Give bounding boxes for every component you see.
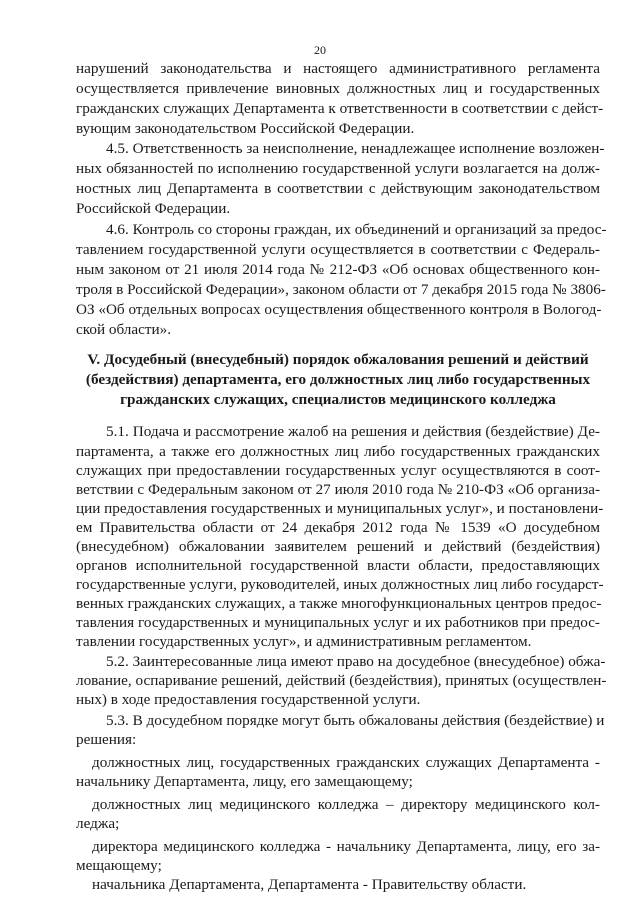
text-line: гражданских служащих Департамента к ответственности в соответствии с дейст- (76, 100, 604, 117)
text-line: решения: (76, 731, 137, 748)
text-line: леджа; (76, 815, 120, 832)
text-line: тавлением государственной услуги осуществляется в соответствии с Федераль- (76, 241, 600, 258)
text-line: Российской Федерации. (76, 200, 231, 217)
text-line: 5.2. Заинтересованные лица имеют право на досудебное (внесудебное) обжа- (106, 653, 606, 670)
heading-line: V. Досудебный (внесудебный) порядок обжалования решений и действий (87, 351, 589, 368)
text-line: осуществляется привлечение виновных должностных лиц и государственных (76, 80, 600, 97)
text-line: 5.1. Подача и рассмотрение жалоб на решения и действия (бездействие) Де- (106, 423, 600, 440)
text-line: начальника Департамента, Департамента - Правительству области. (92, 876, 527, 893)
text-line: венных гражданских служащих, а также многофункциональных центров предос- (76, 595, 602, 612)
text-line: служащих при предоставлении государственных услуг осуществляются в соот- (76, 462, 600, 479)
text-line: троля в Российской Федерации», законом области от 7 декабря 2015 года № 3806- (76, 281, 606, 298)
text-line: тавлении государственных услуг», и административным регламентом. (76, 633, 532, 650)
text-line: должностных лиц, государственных гражданских служащих Департамента - (92, 754, 600, 771)
text-line: ным законом от 21 июля 2014 года № 212-ФЗ «Об основах общественного кон- (76, 261, 600, 278)
text-line: директора медицинского колледжа - начальнику Департамента, лицу, его за- (92, 838, 600, 855)
text-line: государственные услуги, руководителей, иных должностных лиц либо государст- (76, 576, 604, 593)
text-line: 4.6. Контроль со стороны граждан, их объединений и организаций за предос- (106, 221, 607, 238)
text-line: партамента, а также его должностных лиц либо государственных гражданских (76, 443, 600, 460)
text-line: ностных лиц Департамента в соответствии с действующим законодательством (76, 180, 600, 197)
text-line: мещающему; (76, 857, 162, 874)
text-line: ем Правительства области от 24 декабря 2012 года № 1539 «О досудебном (76, 519, 600, 536)
text-line: ции предоставления государственных и муниципальных услуг», и постановлени- (76, 500, 604, 517)
text-line: ветствии с Федеральным законом от 27 июля 2010 года № 210-ФЗ «Об организа- (76, 481, 600, 498)
text-line: ных обязанностей по исполнению государственной услуги возлагается на долж- (76, 160, 600, 177)
text-line: ОЗ «Об отдельных вопросах осуществления общественного контроля в Вологод- (76, 301, 602, 318)
text-line: ных) в ходе предоставления государственной услуги. (76, 691, 421, 708)
text-line: 5.3. В досудебном порядке могут быть обжалованы действия (бездействие) и (106, 712, 605, 729)
text-line: должностных лиц медицинского колледжа – директору медицинского кол- (92, 796, 600, 813)
page-number: 20 (314, 43, 326, 57)
text-line: тавления государственных и муниципальных услуг и их работников при предос- (76, 614, 600, 631)
text-line: ской области». (76, 321, 172, 338)
text-line: органов исполнительной государственной власти области, предоставляющих (76, 557, 600, 574)
heading-line: (бездействия) департамента, его должностных лиц либо государственных (85, 371, 591, 388)
text-line: нарушений законодательства и настоящего административного регламента (76, 60, 600, 77)
heading-line: гражданских служащих, специалистов медицинского колледжа (120, 391, 556, 408)
text-line: (внесудебном) обжаловании заявителем решений и действий (бездействия) (76, 538, 600, 555)
text-line: 4.5. Ответственность за неисполнение, ненадлежащее исполнение возложен- (106, 140, 605, 157)
text-line: лование, оспаривание решений, действий (бездействия), принятых (осуществлен- (76, 672, 607, 689)
text-line: вующим законодательством Российской Федерации. (76, 120, 415, 137)
text-line: начальнику Департамента, лицу, его замещающему; (76, 773, 413, 790)
